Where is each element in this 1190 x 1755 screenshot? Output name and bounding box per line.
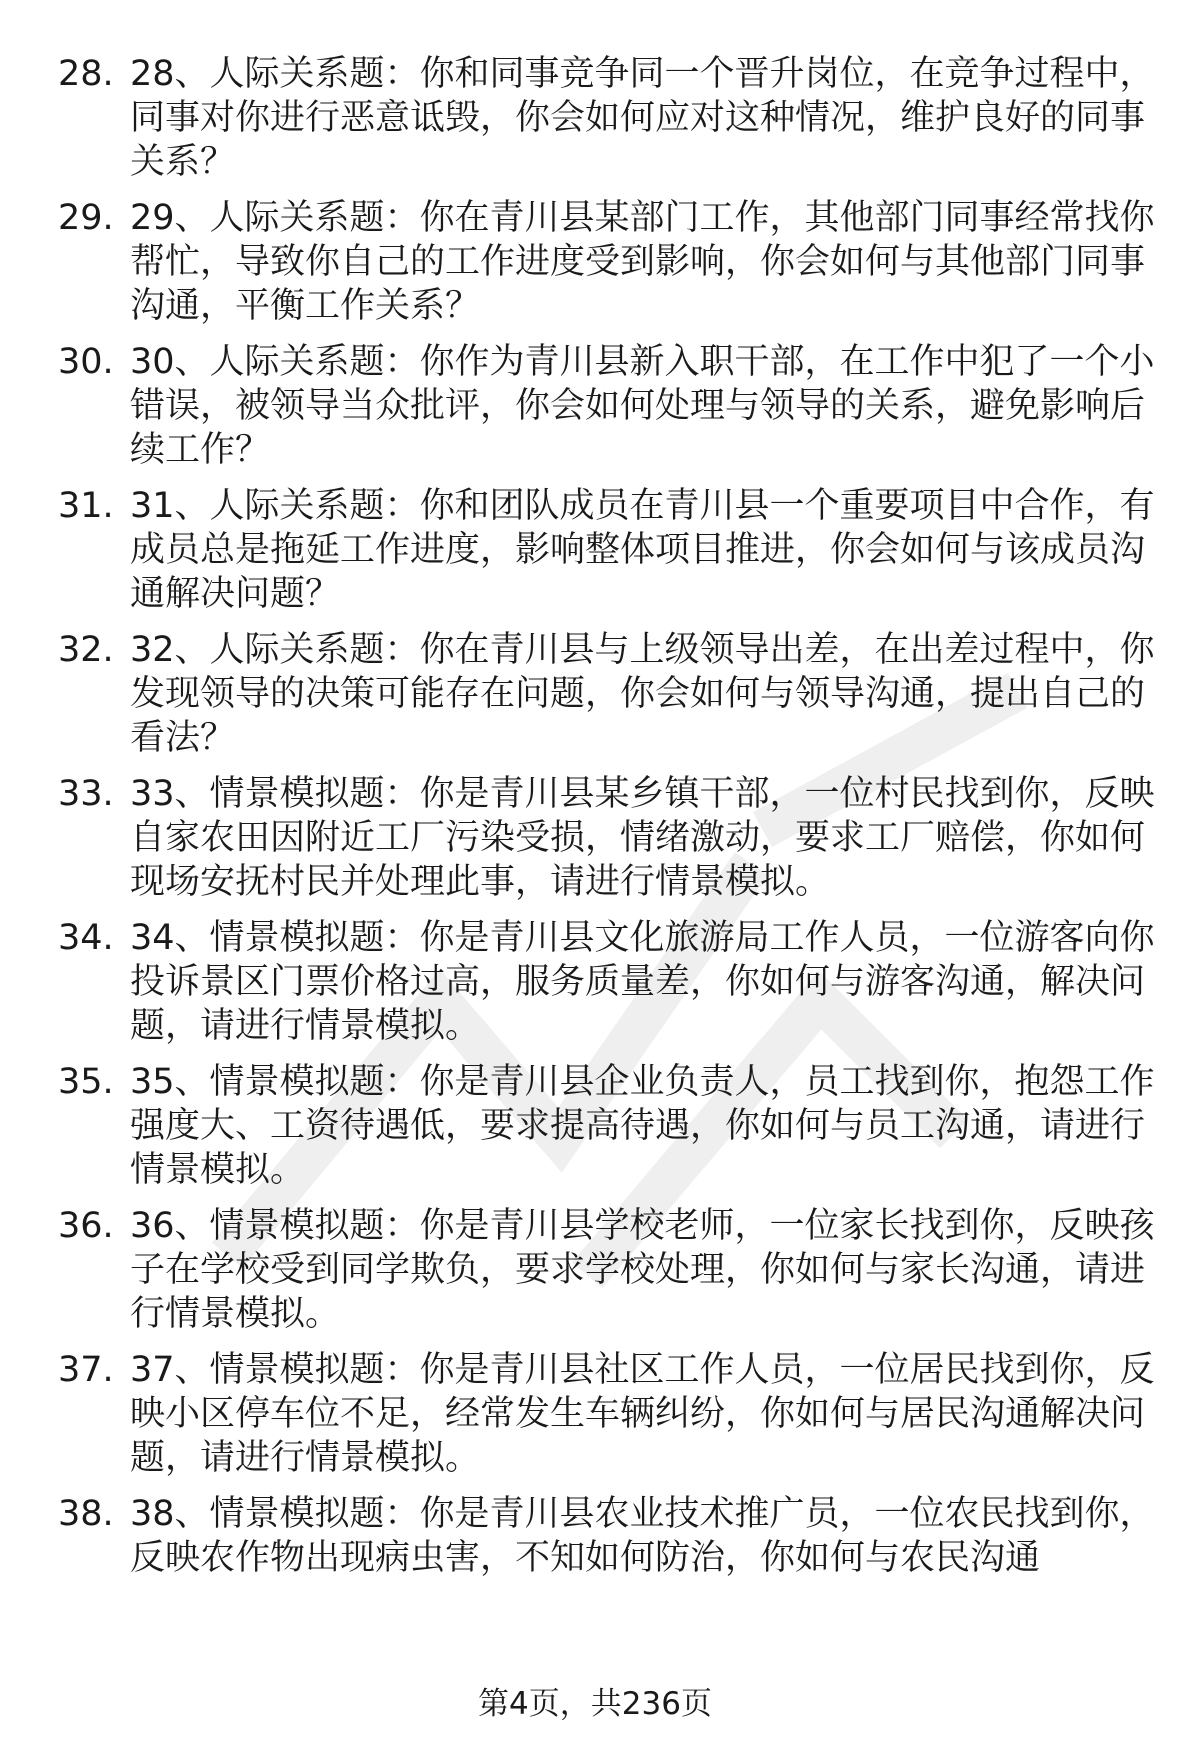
question-text: 29、人际关系题：你在青川县某部门工作，其他部门同事经常找你帮忙，导致你自己的工作进度受到影响，你会如何与其他部门同事沟通，平衡工作关系？	[130, 198, 1155, 326]
question-number: 28.	[58, 54, 114, 94]
question-text: 28、人际关系题：你和同事竞争同一个晋升岗位，在竞争过程中，同事对你进行恶意诋毁，你会如何应对这种情况，维护良好的同事关系？	[130, 54, 1155, 182]
question-number: 36.	[58, 1206, 114, 1246]
question-number: 30.	[58, 342, 114, 382]
question-text: 37、情景模拟题：你是青川县社区工作人员，一位居民找到你，反映小区停车位不足，经常发生车辆纠纷，你如何与居民沟通解决问题，请进行情景模拟。	[130, 1350, 1155, 1478]
question-number: 33.	[58, 774, 114, 814]
question-item-29	[58, 196, 1158, 328]
question-text: 30、人际关系题：你作为青川县新入职干部，在工作中犯了一个小错误，被领导当众批评，你会如何处理与领导的关系，避免影响后续工作？	[130, 342, 1155, 470]
question-list	[58, 52, 1158, 1592]
page-footer: 第4页，共236页	[478, 1686, 712, 1722]
question-item-36	[58, 1204, 1158, 1336]
question-text: 36、情景模拟题：你是青川县学校老师，一位家长找到你，反映孩子在学校受到同学欺负，要求学校处理，你如何与家长沟通，请进行情景模拟。	[130, 1206, 1155, 1334]
question-number: 35.	[58, 1062, 114, 1102]
question-text: 35、情景模拟题：你是青川县企业负责人，员工找到你，抱怨工作强度大、工资待遇低，要求提高待遇，你如何与员工沟通，请进行情景模拟。	[130, 1062, 1155, 1190]
question-item-28	[58, 52, 1158, 184]
question-number: 31.	[58, 486, 114, 526]
question-number: 29.	[58, 198, 114, 238]
question-number: 38.	[58, 1494, 114, 1534]
question-text: 32、人际关系题：你在青川县与上级领导出差，在出差过程中，你发现领导的决策可能存在问题，你会如何与领导沟通，提出自己的看法？	[130, 630, 1155, 758]
question-item-37	[58, 1348, 1158, 1480]
question-item-30	[58, 340, 1158, 472]
question-text: 33、情景模拟题：你是青川县某乡镇干部，一位村民找到你，反映自家农田因附近工厂污染受损，情绪激动，要求工厂赔偿，你如何现场安抚村民并处理此事，请进行情景模拟。	[130, 774, 1155, 902]
question-item-35	[58, 1060, 1158, 1192]
question-item-32	[58, 628, 1158, 760]
question-item-33	[58, 772, 1158, 904]
question-text: 31、人际关系题：你和团队成员在青川县一个重要项目中合作，有成员总是拖延工作进度，影响整体项目推进，你会如何与该成员沟通解决问题？	[130, 486, 1155, 614]
question-item-38	[58, 1492, 1158, 1580]
question-number: 32.	[58, 630, 114, 670]
question-item-31	[58, 484, 1158, 616]
question-number: 34.	[58, 918, 114, 958]
question-text: 38、情景模拟题：你是青川县农业技术推广员，一位农民找到你，反映农作物出现病虫害，不知如何防治，你如何与农民沟通	[130, 1494, 1155, 1578]
question-item-34	[58, 916, 1158, 1048]
question-text: 34、情景模拟题：你是青川县文化旅游局工作人员，一位游客向你投诉景区门票价格过高，服务质量差，你如何与游客沟通，解决问题，请进行情景模拟。	[130, 918, 1155, 1046]
question-number: 37.	[58, 1350, 114, 1390]
